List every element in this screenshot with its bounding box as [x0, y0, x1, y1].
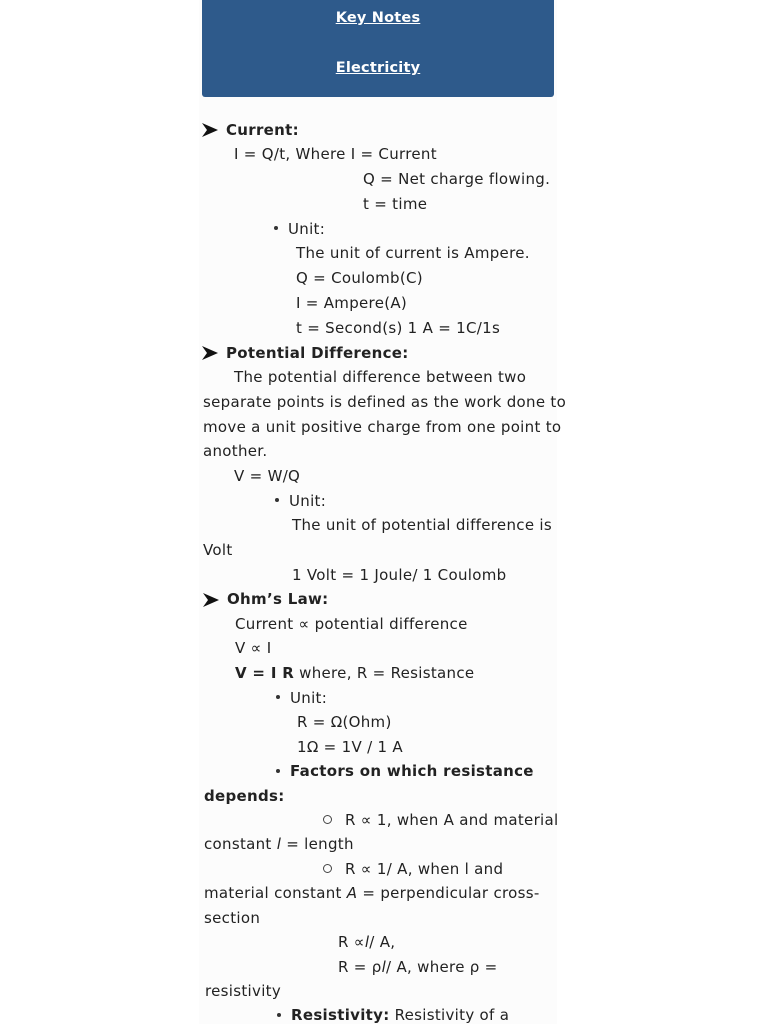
ohm-unit-label: Unit:: [290, 689, 328, 707]
arrow-bullet-icon: [202, 592, 220, 608]
current-q-definition: Q = Net charge flowing.: [363, 170, 551, 188]
arrow-bullet-icon: [201, 122, 219, 138]
potential-paragraph-line3: move a unit positive charge from one point to: [203, 418, 562, 436]
ohm-line2: V ∝ I: [235, 639, 272, 657]
resistivity-bold: Resistivity:: [291, 1006, 390, 1024]
factor1-var: l: [276, 835, 282, 853]
current-t-unit: t = Second(s) 1 A = 1C/1s: [296, 319, 501, 337]
bullet-icon: [274, 226, 278, 230]
r-eq-var: l: [381, 958, 387, 976]
factors-heading-line1: Factors on which resistance: [290, 762, 534, 780]
ohm-definition: 1Ω = 1V / 1 A: [297, 738, 403, 756]
factor2-line2: [204, 884, 540, 902]
current-i-unit: I = Ampere(A): [296, 294, 408, 312]
potential-unit-text-line2: Volt: [203, 541, 233, 559]
bullet-icon: [275, 498, 279, 502]
ohm-law-bold: V = I R: [235, 664, 295, 682]
current-t-definition: t = time: [363, 195, 428, 213]
potential-paragraph-line1: The potential difference between two: [234, 368, 527, 386]
factor1-line1: R ∝ 1, when A and material: [345, 811, 559, 829]
factors-heading-line2: depends:: [204, 787, 285, 805]
r-eq-a: R = ρ: [338, 958, 382, 976]
factor2-text-a: material constant: [204, 884, 347, 902]
factor2-var: A: [346, 884, 358, 902]
ohm-line1: Current ∝ potential difference: [235, 615, 468, 633]
potential-unit-label: Unit:: [289, 492, 327, 510]
current-unit-text: The unit of current is Ampere.: [296, 244, 530, 262]
current-unit-label: Unit:: [288, 220, 326, 238]
electricity-link[interactable]: Electricity: [335, 60, 421, 76]
volt-definition: 1 Volt = 1 Joule/ 1 Coulomb: [292, 566, 507, 584]
resistivity-word: resistivity: [205, 982, 282, 1000]
resistance-proportionality: [338, 933, 395, 951]
r-prop-var: l: [364, 933, 370, 951]
factor1-text-b: = length: [281, 835, 354, 853]
resistance-equation: [338, 958, 498, 976]
current-heading: Current:: [226, 121, 299, 139]
potential-unit-text-line1: The unit of potential difference is: [292, 516, 552, 534]
header-banner: [202, 0, 554, 97]
circle-bullet-icon: [323, 864, 332, 873]
ohm-law-rest: where, R = Resistance: [294, 664, 475, 682]
current-q-unit: Q = Coulomb(C): [296, 269, 423, 287]
resistivity-rest: Resistivity of a: [389, 1006, 510, 1024]
factor2-text-b: = perpendicular cross-: [357, 884, 540, 902]
ohm-law: [235, 664, 474, 682]
bullet-icon: [277, 1013, 281, 1017]
potential-paragraph-line2: separate points is defined as the work done to: [203, 393, 567, 411]
bullet-icon: [276, 769, 280, 773]
key-notes-link[interactable]: Key Notes: [335, 10, 421, 26]
factor2-line1: R ∝ 1/ A, when l and: [345, 860, 504, 878]
ohm-r-unit: R = Ω(Ohm): [297, 713, 392, 731]
r-prop-a: R ∝: [338, 933, 365, 951]
potential-formula: V = W/Q: [234, 467, 301, 485]
current-formula: I = Q/t, Where I = Current: [234, 145, 437, 163]
resistivity-line: [291, 1006, 509, 1024]
factor2-line3: section: [204, 909, 261, 927]
potential-paragraph-line4: another.: [203, 442, 268, 460]
ohm-heading: Ohm’s Law:: [227, 590, 329, 608]
factor1-line2: [204, 835, 354, 853]
circle-bullet-icon: [323, 815, 332, 824]
potential-heading: Potential Difference:: [226, 344, 409, 362]
bullet-icon: [276, 695, 280, 699]
r-prop-b: / A,: [369, 933, 396, 951]
r-eq-b: / A, where ρ =: [386, 958, 498, 976]
arrow-bullet-icon: [201, 345, 219, 361]
factor1-text-a: constant: [204, 835, 277, 853]
